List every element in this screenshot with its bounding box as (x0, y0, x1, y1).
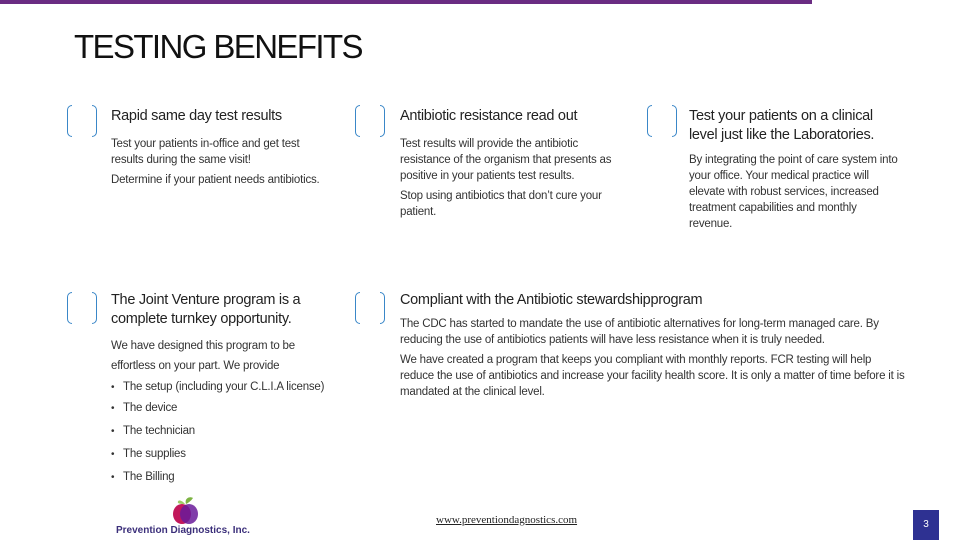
bracket-icon (647, 105, 677, 137)
block-paragraph: By integrating the point of care system into your office. Your medical practice will elevate with robust services, increased treatment capabilities and monthly revenue. (689, 154, 898, 230)
block-paragraph: We have created a program that keeps you compliant with monthly reports. FCR testing will help reduce the use of antibiotics and increase your facility health score. It is only a matter of time before it is mandated at the clinical level. (400, 354, 905, 398)
bracket-icon (67, 292, 97, 324)
block-body (400, 316, 905, 404)
list-item: • The technician (111, 422, 326, 441)
bullet-list (111, 380, 326, 487)
list-item: • The device (111, 399, 326, 418)
block-paragraph: The CDC has started to mandate the use of antibiotic alternatives for long-term managed care. By reducing the use of antibiotics patients will have less resistance when it is truly needed. (400, 318, 879, 346)
logo-text: Prevention Diagnostics, Inc. (116, 525, 250, 536)
list-item: • The supplies (111, 445, 326, 464)
block-heading: The Joint Venture program is a complete turnkey opportunity. (111, 292, 301, 327)
list-item: • The setup (including your C.L.I.A license) (111, 380, 326, 395)
company-logo (116, 495, 256, 540)
block-paragraph: We have designed this program to be effortless on your part. We provide (111, 340, 295, 372)
block-heading: Compliant with the Antibiotic stewardshipprogram (400, 292, 703, 308)
block-body (111, 136, 326, 192)
website-link[interactable]: www.preventiondagnostics.com (436, 514, 578, 526)
block-paragraph: Determine if your patient needs antibiotics. (111, 174, 320, 186)
fruit-logo-icon (166, 495, 206, 527)
block-paragraph: Test results will provide the antibiotic resistance of the organism that presents as positive in your patients test results. (400, 138, 612, 182)
block-heading: Rapid same day test results (111, 108, 282, 124)
page-number-badge: 3 (913, 510, 939, 540)
list-item: • The Billing (111, 468, 326, 487)
block-body (400, 136, 618, 224)
block-body (111, 336, 326, 491)
block-paragraph: Test your patients in-office and get test results during the same visit! (111, 138, 300, 166)
bracket-icon (67, 105, 97, 137)
page-title: TESTING BENEFITS (74, 28, 362, 65)
block-heading: Test your patients on a clinical level just like the Laboratories. (689, 108, 875, 143)
block-body (689, 152, 899, 236)
bracket-icon (355, 105, 385, 137)
top-accent-bar (0, 0, 812, 4)
bracket-icon (355, 292, 385, 324)
block-heading: Antibiotic resistance read out (400, 108, 578, 124)
block-paragraph: Stop using antibiotics that don’t cure your patient. (400, 190, 602, 218)
